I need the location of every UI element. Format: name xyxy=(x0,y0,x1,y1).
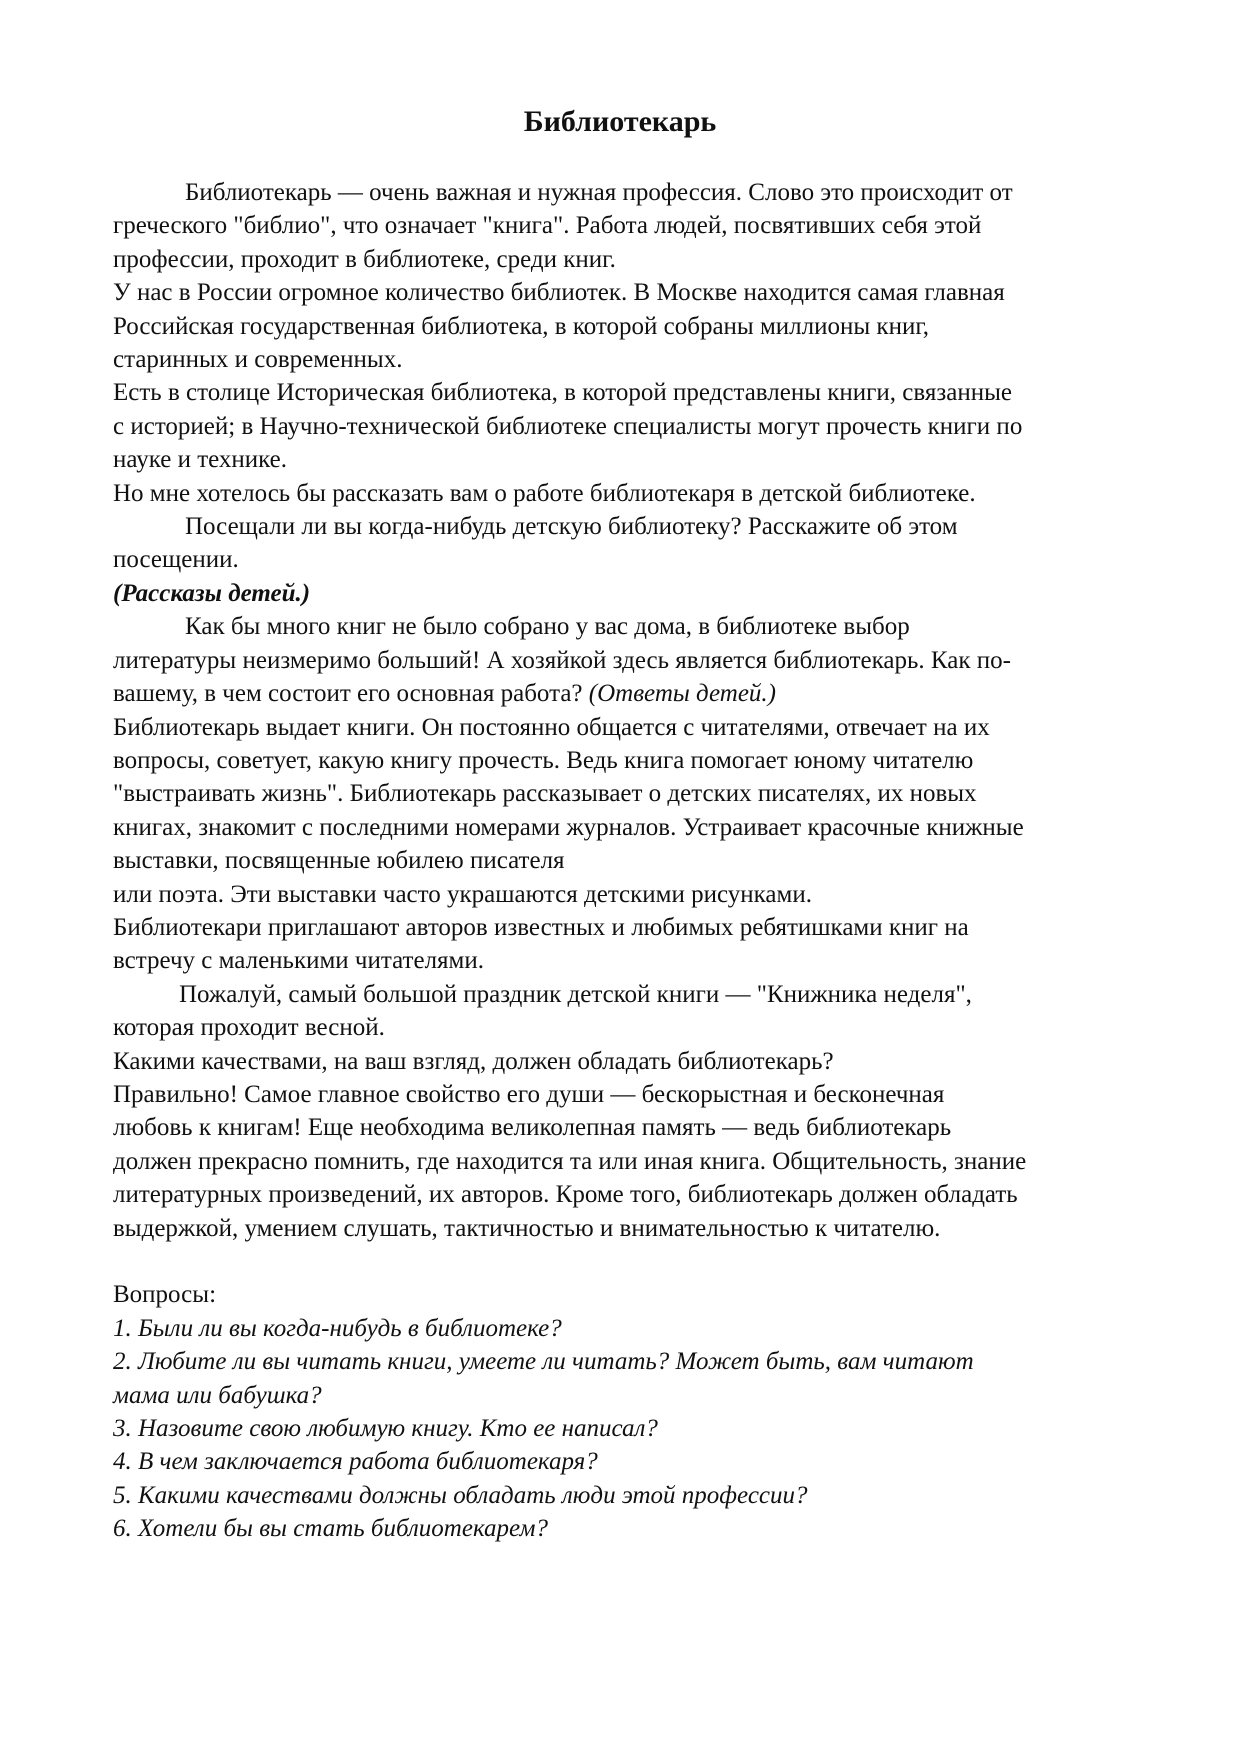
text-line: У нас в России огромное количество библиотек. В Москве находится самая главная xyxy=(113,279,1005,307)
text-line: литературных произведений, их авторов. Кроме того, библиотекарь должен обладать xyxy=(113,1181,1018,1209)
text-line: должен прекрасно помнить, где находится та или иная книга. Общительность, знание xyxy=(113,1147,1027,1175)
text-line: Какими качествами, на ваш взгляд, должен обладать библиотекарь? xyxy=(113,1047,834,1075)
text-line: Пожалуй, самый большой праздник детской книги — "Книжника неделя", xyxy=(179,980,972,1008)
text-line: старинных и современных. xyxy=(113,346,403,374)
text-line: встречу с маленькими читателями. xyxy=(113,947,484,975)
text-line: книгах, знакомит с последними номерами журналов. Устраивает красочные книжные xyxy=(113,813,1024,841)
spacer xyxy=(113,1245,1193,1278)
text-line: Библиотекарь — очень важная и нужная профессия. Слово это происходит от xyxy=(185,179,1013,206)
text-line: выставки, посвященные юбилею писателя xyxy=(113,847,565,875)
question-item: 2. Любите ли вы читать книги, умеете ли читать? Может быть, вам читают xyxy=(113,1348,974,1376)
text-line: Есть в столице Историческая библиотека, в которой представлены книги, связанные xyxy=(113,379,1012,407)
text-line: вопросы, советует, какую книгу прочесть. Ведь книга помогает юному читателю xyxy=(113,746,974,774)
document-body xyxy=(113,176,1193,1546)
text-line: Библиотекари приглашают авторов известных и любимых ребятишками книг на xyxy=(113,913,969,941)
text-line: Посещали ли вы когда-нибудь детскую библиотеку? Расскажите об этом xyxy=(185,513,958,541)
text-line: Правильно! Самое главное свойство его души — бескорыстная и бесконечная xyxy=(113,1080,945,1108)
question-item: 1. Были ли вы когда-нибудь в библиотеке? xyxy=(113,1314,562,1342)
text-line: профессии, проходит в библиотеке, среди книг. xyxy=(113,245,616,273)
text-line: "выстраивать жизнь". Библиотекарь рассказывает о детских писателях, их новых xyxy=(113,780,977,808)
text-line: с историей; в Научно-технической библиотеке специалисты могут прочесть книги по xyxy=(113,412,1023,440)
questions-heading: Вопросы: xyxy=(113,1281,217,1309)
question-item: 4. В чем заключается работа библиотекаря? xyxy=(113,1448,598,1476)
text-line: любовь к книгам! Еще необходима великолепная память — ведь библиотекарь xyxy=(113,1114,952,1142)
question-item: 5. Какими качествами должны обладать люди этой профессии? xyxy=(113,1481,808,1509)
text-fragment: вашему, в чем состоит его основная работа? xyxy=(113,680,589,708)
text-line: науке и технике. xyxy=(113,446,288,474)
text-line: которая проходит весной. xyxy=(113,1014,385,1042)
text-line: выдержкой, умением слушать, тактичностью и внимательностью к читателю. xyxy=(113,1214,941,1242)
text-line: Но мне хотелось бы рассказать вам о работе библиотекаря в детской библиотеке. xyxy=(113,479,976,507)
children-stories-note: (Рассказы детей.) xyxy=(113,579,311,607)
question-item-continuation: мама или бабушка? xyxy=(113,1381,322,1409)
text-line: Российская государственная библиотека, в которой собраны миллионы книг, xyxy=(113,312,930,340)
text-line: Библиотекарь выдает книги. Он постоянно общается с читателями, отвечает на их xyxy=(113,713,990,741)
text-line: Как бы много книг не было собрано у вас дома, в библиотеке выбор xyxy=(185,613,910,641)
document-title: Библиотекарь xyxy=(523,105,717,138)
text-line: или поэта. Эти выставки часто украшаются детскими рисунками. xyxy=(113,880,812,908)
question-item: 6. Хотели бы вы стать библиотекарем? xyxy=(113,1515,548,1543)
question-item: 3. Назовите свою любимую книгу. Кто ее написал? xyxy=(113,1415,658,1443)
text-line-with-note xyxy=(113,677,1193,710)
text-line: литературы неизмеримо больший! А хозяйкой здесь является библиотекарь. Как по- xyxy=(113,646,1011,674)
children-answers-note: (Ответы детей.) xyxy=(588,680,776,708)
text-line: посещении. xyxy=(113,546,239,574)
text-line: греческого "библио", что означает "книга". Работа людей, посвятивших себя этой xyxy=(113,212,982,240)
